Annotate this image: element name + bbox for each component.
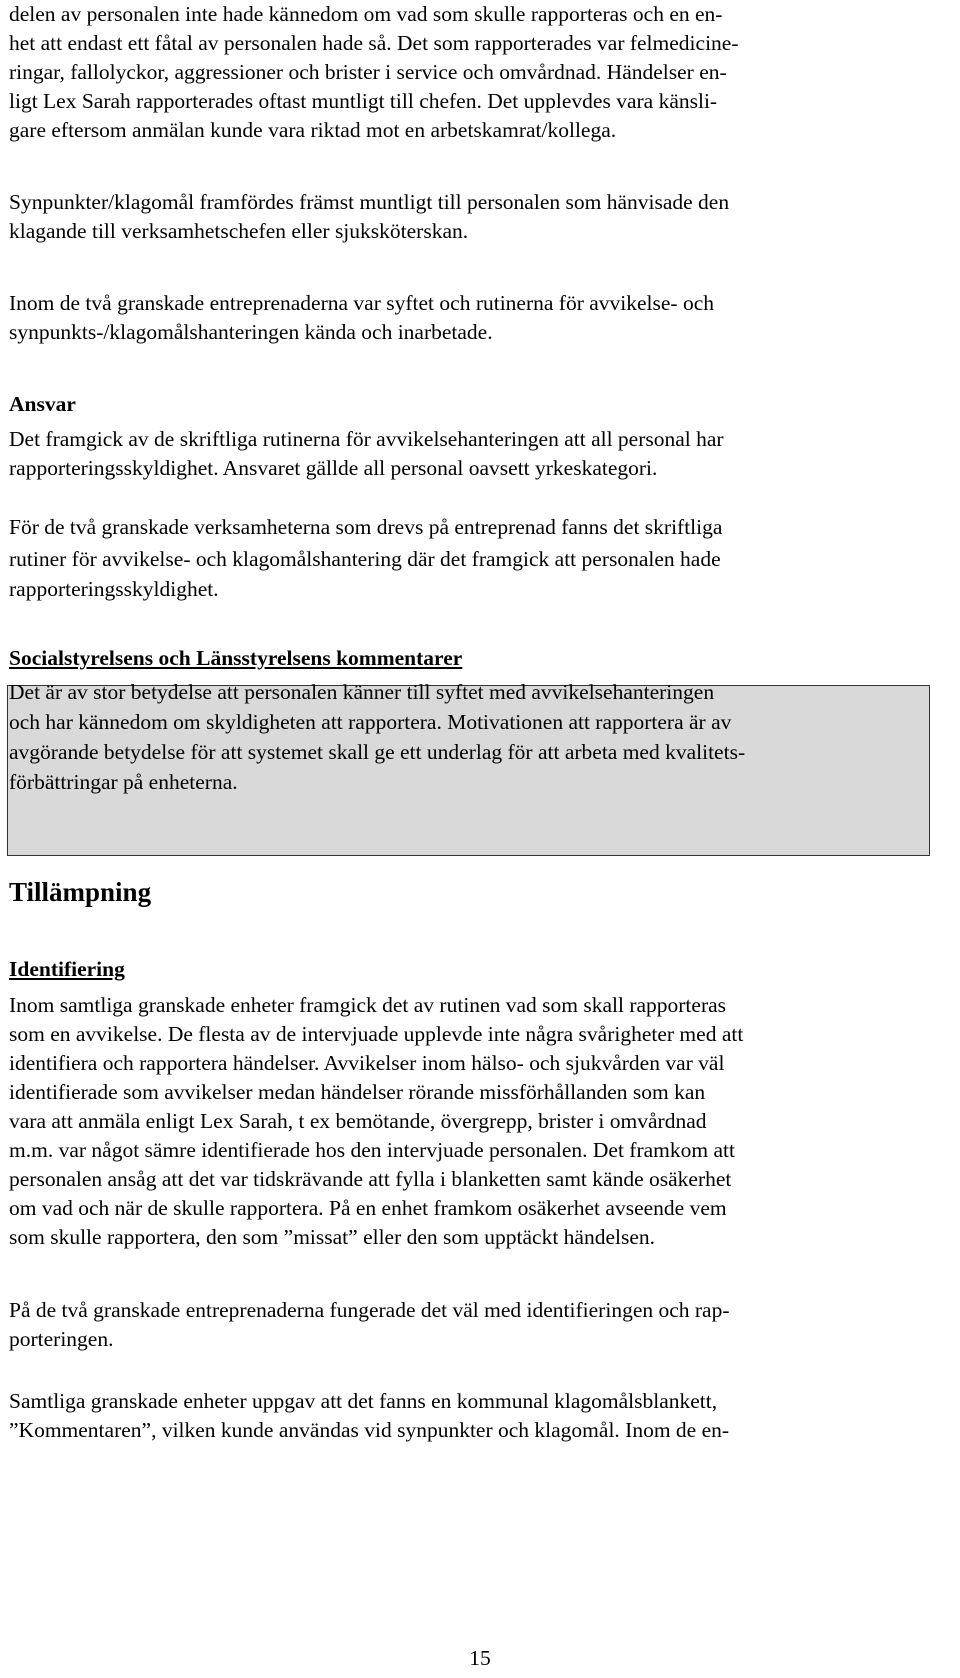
paragraph-1-line: gare eftersom anmälan kunde vara riktad mot en arbetskamrat/kollega. — [9, 118, 617, 142]
identifiering-paragraph-1-line: identifierade som avvikelser medan händelser rörande missförhållanden som kan — [9, 1080, 706, 1104]
identifiering-paragraph-1-line: om vad och när de skulle rapportera. På en enhet framkom osäkerhet avseende vem — [9, 1196, 727, 1220]
identifiering-paragraph-3-line: Samtliga granskade enheter uppgav att det fanns en kommunal klagomålsblankett, — [9, 1389, 718, 1413]
comment-box-heading: Socialstyrelsens och Länsstyrelsens kommentarer — [9, 646, 463, 670]
ansvar-paragraph-2-line: rapporteringsskyldighet. — [9, 577, 219, 601]
identifiering-paragraph-1-line: personalen ansåg att det var tidskrävande att fylla i blanketten samt kände osäkerhet — [9, 1167, 732, 1191]
paragraph-1-line: ringar, fallolyckor, aggressioner och brister i service och omvårdnad. Händelser en- — [9, 60, 727, 84]
comment-box-line: Det är av stor betydelse att personalen känner till syftet med avvikelsehanteringen — [9, 680, 715, 704]
comment-box-line: förbättringar på enheterna. — [9, 770, 238, 794]
paragraph-1-line: ligt Lex Sarah rapporterades oftast muntligt till chefen. Det upplevdes vara känsli- — [9, 89, 718, 113]
identifiering-paragraph-1-line: identifiera och rapportera händelser. Avvikelser inom hälso- och sjukvården var väl — [9, 1051, 725, 1075]
ansvar-paragraph-1-line: Det framgick av de skriftliga rutinerna för avvikelsehanteringen att all personal har — [9, 427, 724, 451]
paragraph-2-line: klagande till verksamhetschefen eller sjuksköterskan. — [9, 219, 469, 243]
paragraph-2-line: Synpunkter/klagomål framfördes främst muntligt till personalen som hänvisade den — [9, 190, 730, 214]
identifiering-paragraph-2-line: porteringen. — [9, 1327, 114, 1351]
identifiering-paragraph-1-line: som skulle rapportera, den som ”missat” eller den som upptäckt händelsen. — [9, 1225, 656, 1249]
ansvar-paragraph-2-line: För de två granskade verksamheterna som drevs på entreprenad fanns det skriftliga — [9, 515, 723, 539]
identifiering-paragraph-1-line: m.m. var något sämre identifierade hos den intervjuade personalen. Det framkom att — [9, 1138, 735, 1162]
subsection-heading-identifiering: Identifiering — [9, 957, 125, 981]
paragraph-3-line: synpunkts-/klagomålshanteringen kända och inarbetade. — [9, 320, 493, 344]
comment-box-line: och har kännedom om skyldigheten att rapportera. Motivationen att rapportera är av — [9, 710, 732, 734]
paragraph-1-line: het att endast ett fåtal av personalen hade så. Det som rapporterades var felmedicine- — [9, 31, 739, 55]
comment-box-line: avgörande betydelse för att systemet skall ge ett underlag för att arbeta med kvalitets- — [9, 740, 746, 764]
identifiering-paragraph-2-line: På de två granskade entreprenaderna fungerade det väl med identifieringen och rap- — [9, 1298, 730, 1322]
page-number: 15 — [469, 1646, 491, 1670]
paragraph-3-line: Inom de två granskade entreprenaderna var syftet och rutinerna för avvikelse- och — [9, 291, 715, 315]
identifiering-paragraph-3-line: ”Kommentaren”, vilken kunde användas vid synpunkter och klagomål. Inom de en- — [9, 1418, 730, 1442]
identifiering-paragraph-1-line: vara att anmäla enligt Lex Sarah, t ex bemötande, övergrepp, brister i omvårdnad — [9, 1109, 707, 1133]
section-heading-ansvar: Ansvar — [9, 392, 76, 416]
paragraph-1-line: delen av personalen inte hade kännedom om vad som skulle rapporteras och en en- — [9, 2, 723, 26]
ansvar-paragraph-2-line: rutiner för avvikelse- och klagomålshantering där det framgick att personalen hade — [9, 547, 721, 571]
ansvar-paragraph-1-line: rapporteringsskyldighet. Ansvaret gällde all personal oavsett yrkeskategori. — [9, 456, 658, 480]
identifiering-paragraph-1-line: Inom samtliga granskade enheter framgick det av rutinen vad som skall rapporteras — [9, 993, 727, 1017]
section-title-tillampning: Tillämpning — [9, 877, 152, 907]
identifiering-paragraph-1-line: som en avvikelse. De flesta av de intervjuade upplevde inte några svårigheter med att — [9, 1022, 744, 1046]
